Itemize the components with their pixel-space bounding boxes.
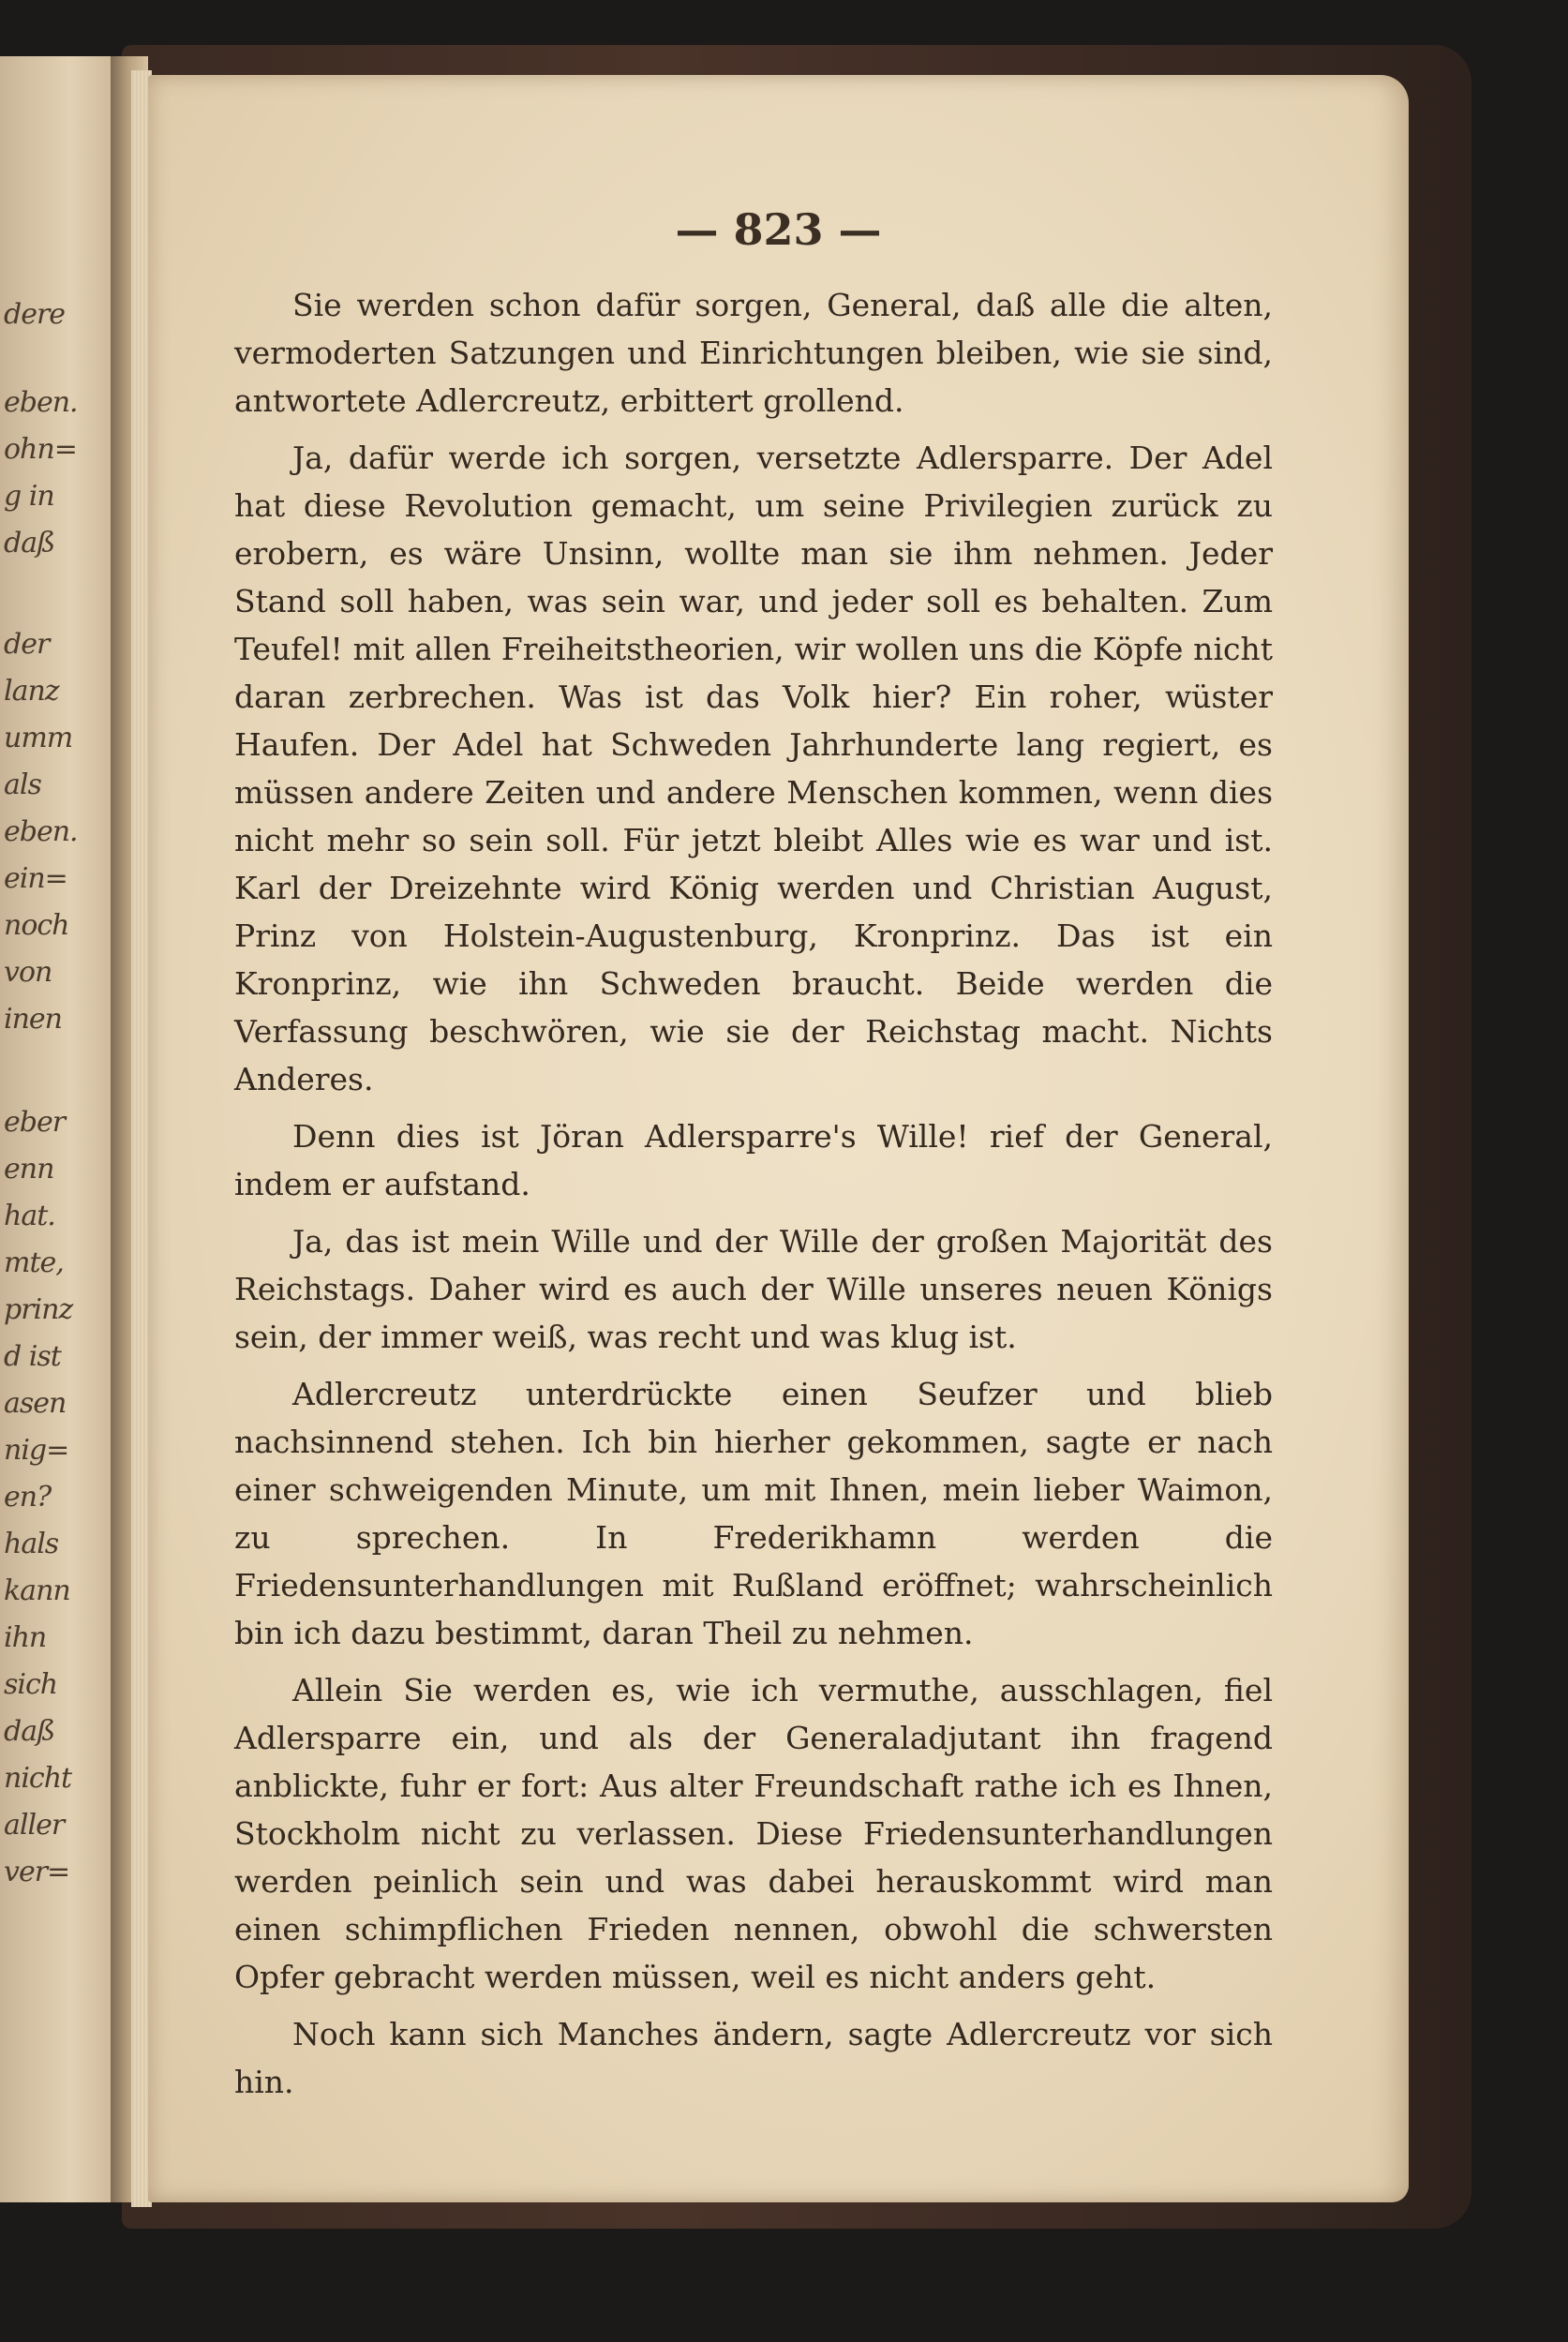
left-page-fragment: g in: [4, 480, 54, 513]
left-page-fragment: aller: [4, 1809, 65, 1842]
left-page-fragment: nig=: [4, 1434, 69, 1467]
left-page-fragment: der: [4, 628, 50, 661]
left-page-fragment: en?: [4, 1481, 52, 1514]
left-page-fragment: von: [4, 956, 52, 989]
left-page-fragment: d ist: [4, 1340, 61, 1373]
left-page-fragment: ihn: [4, 1621, 47, 1654]
left-page-fragment: ohn=: [4, 433, 77, 466]
left-page-fragment: dere: [4, 298, 66, 331]
left-page-fragment: prinz: [4, 1293, 73, 1326]
page-text: [234, 281, 1273, 2115]
left-page-fragment: hals: [4, 1528, 59, 1560]
paragraph: Allein Sie werden es, wie ich vermuthe, ausschlagen, fiel Adlersparre ein, und als der Generaladjutant ihn fragend anblickte, fuhr er fort: Aus alter Freundschaft rathe ich es Ihnen, Stockholm nicht zu verlassen. Diese Friedensunterhandlungen werden peinlich sein und was dabei herauskommt wird man einen schimpflichen Frieden nennen, obwohl die schwersten Opfer gebracht werden müssen, weil es nicht anders geht.: [234, 1672, 1273, 1995]
left-page-fragment: mte,: [4, 1246, 64, 1279]
left-page-fragment: kann: [4, 1574, 70, 1607]
left-page-fragment: umm: [4, 722, 73, 754]
left-page-fragment: eber: [4, 1106, 66, 1139]
left-page-fragment: lanz: [4, 675, 59, 708]
left-page-fragment: als: [4, 768, 41, 801]
left-page-fragment: enn: [4, 1153, 54, 1186]
paragraph: Denn dies ist Jöran Adlersparre's Wille! rief der General, indem er aufstand.: [234, 1118, 1273, 1202]
right-page: [148, 75, 1409, 2202]
left-page-fragment: hat.: [4, 1200, 55, 1232]
left-page-fragment: eben.: [4, 815, 78, 848]
paragraph: Noch kann sich Manches ändern, sagte Adlercreutz vor sich hin.: [234, 2016, 1273, 2100]
paragraph: Ja, das ist mein Wille und der Wille der großen Majorität des Reichstags. Daher wird es auch der Wille unseres neuen Königs sein, der immer weiß, was recht und was klug ist.: [234, 1223, 1273, 1355]
left-page-fragment: daß: [4, 1715, 55, 1748]
left-page-fragment: inen: [4, 1003, 62, 1036]
left-page: [0, 56, 117, 2202]
paragraph: Adlercreutz unterdrückte einen Seufzer und blieb nachsinnend stehen. Ich bin hierher gekommen, sagte er nach einer schweigenden Minute, um mit Ihnen, mein lieber Waimon, zu sprechen. In Frederikhamn werden die Friedensunterhandlungen mit Rußland eröffnet; wahrscheinlich bin ich dazu bestimmt, daran Theil zu nehmen.: [234, 1376, 1273, 1651]
left-page-fragment: noch: [4, 909, 69, 942]
paragraph: Sie werden schon dafür sorgen, General, daß alle die alten, vermoderten Satzungen und Einrichtungen bleiben, wie sie sind, antwortete Adlercreutz, erbittert grollend.: [234, 287, 1273, 419]
left-page-fragment: sich: [4, 1668, 58, 1701]
page-number: — 823 —: [675, 204, 882, 255]
left-page-fragment: asen: [4, 1387, 67, 1420]
left-page-fragment: ver=: [4, 1856, 70, 1888]
left-page-fragment: nicht: [4, 1762, 72, 1795]
left-page-fragment: ein=: [4, 862, 67, 895]
paragraph: Ja, dafür werde ich sorgen, versetzte Adlersparre. Der Adel hat diese Revolution gemacht, um seine Privilegien zurück zu erobern, es wäre Unsinn, wollte man sie ihm nehmen. Jeder Stand soll haben, was sein war, und jeder soll es behalten. Zum Teufel! mit allen Freiheitstheorien, wir wollen uns die Köpfe nicht daran zerbrechen. Was ist das Volk hier? Ein roher, wüster Haufen. Der Adel hat Schweden Jahrhunderte lang regiert, es müssen andere Zeiten und andere Menschen kommen, wenn dies nicht mehr so sein soll. Für jetzt bleibt Alles wie es war und ist. Karl der Dreizehnte wird König werden und Christian August, Prinz von Holstein-Augustenburg, Kronprinz. Das ist ein Kronprinz, wie ihn Schweden braucht. Beide werden die Verfassung beschwören, wie sie der Reichstag macht. Nichts Anderes.: [234, 440, 1273, 1097]
left-page-fragment: daß: [4, 527, 55, 559]
left-page-fragment: eben.: [4, 386, 78, 419]
